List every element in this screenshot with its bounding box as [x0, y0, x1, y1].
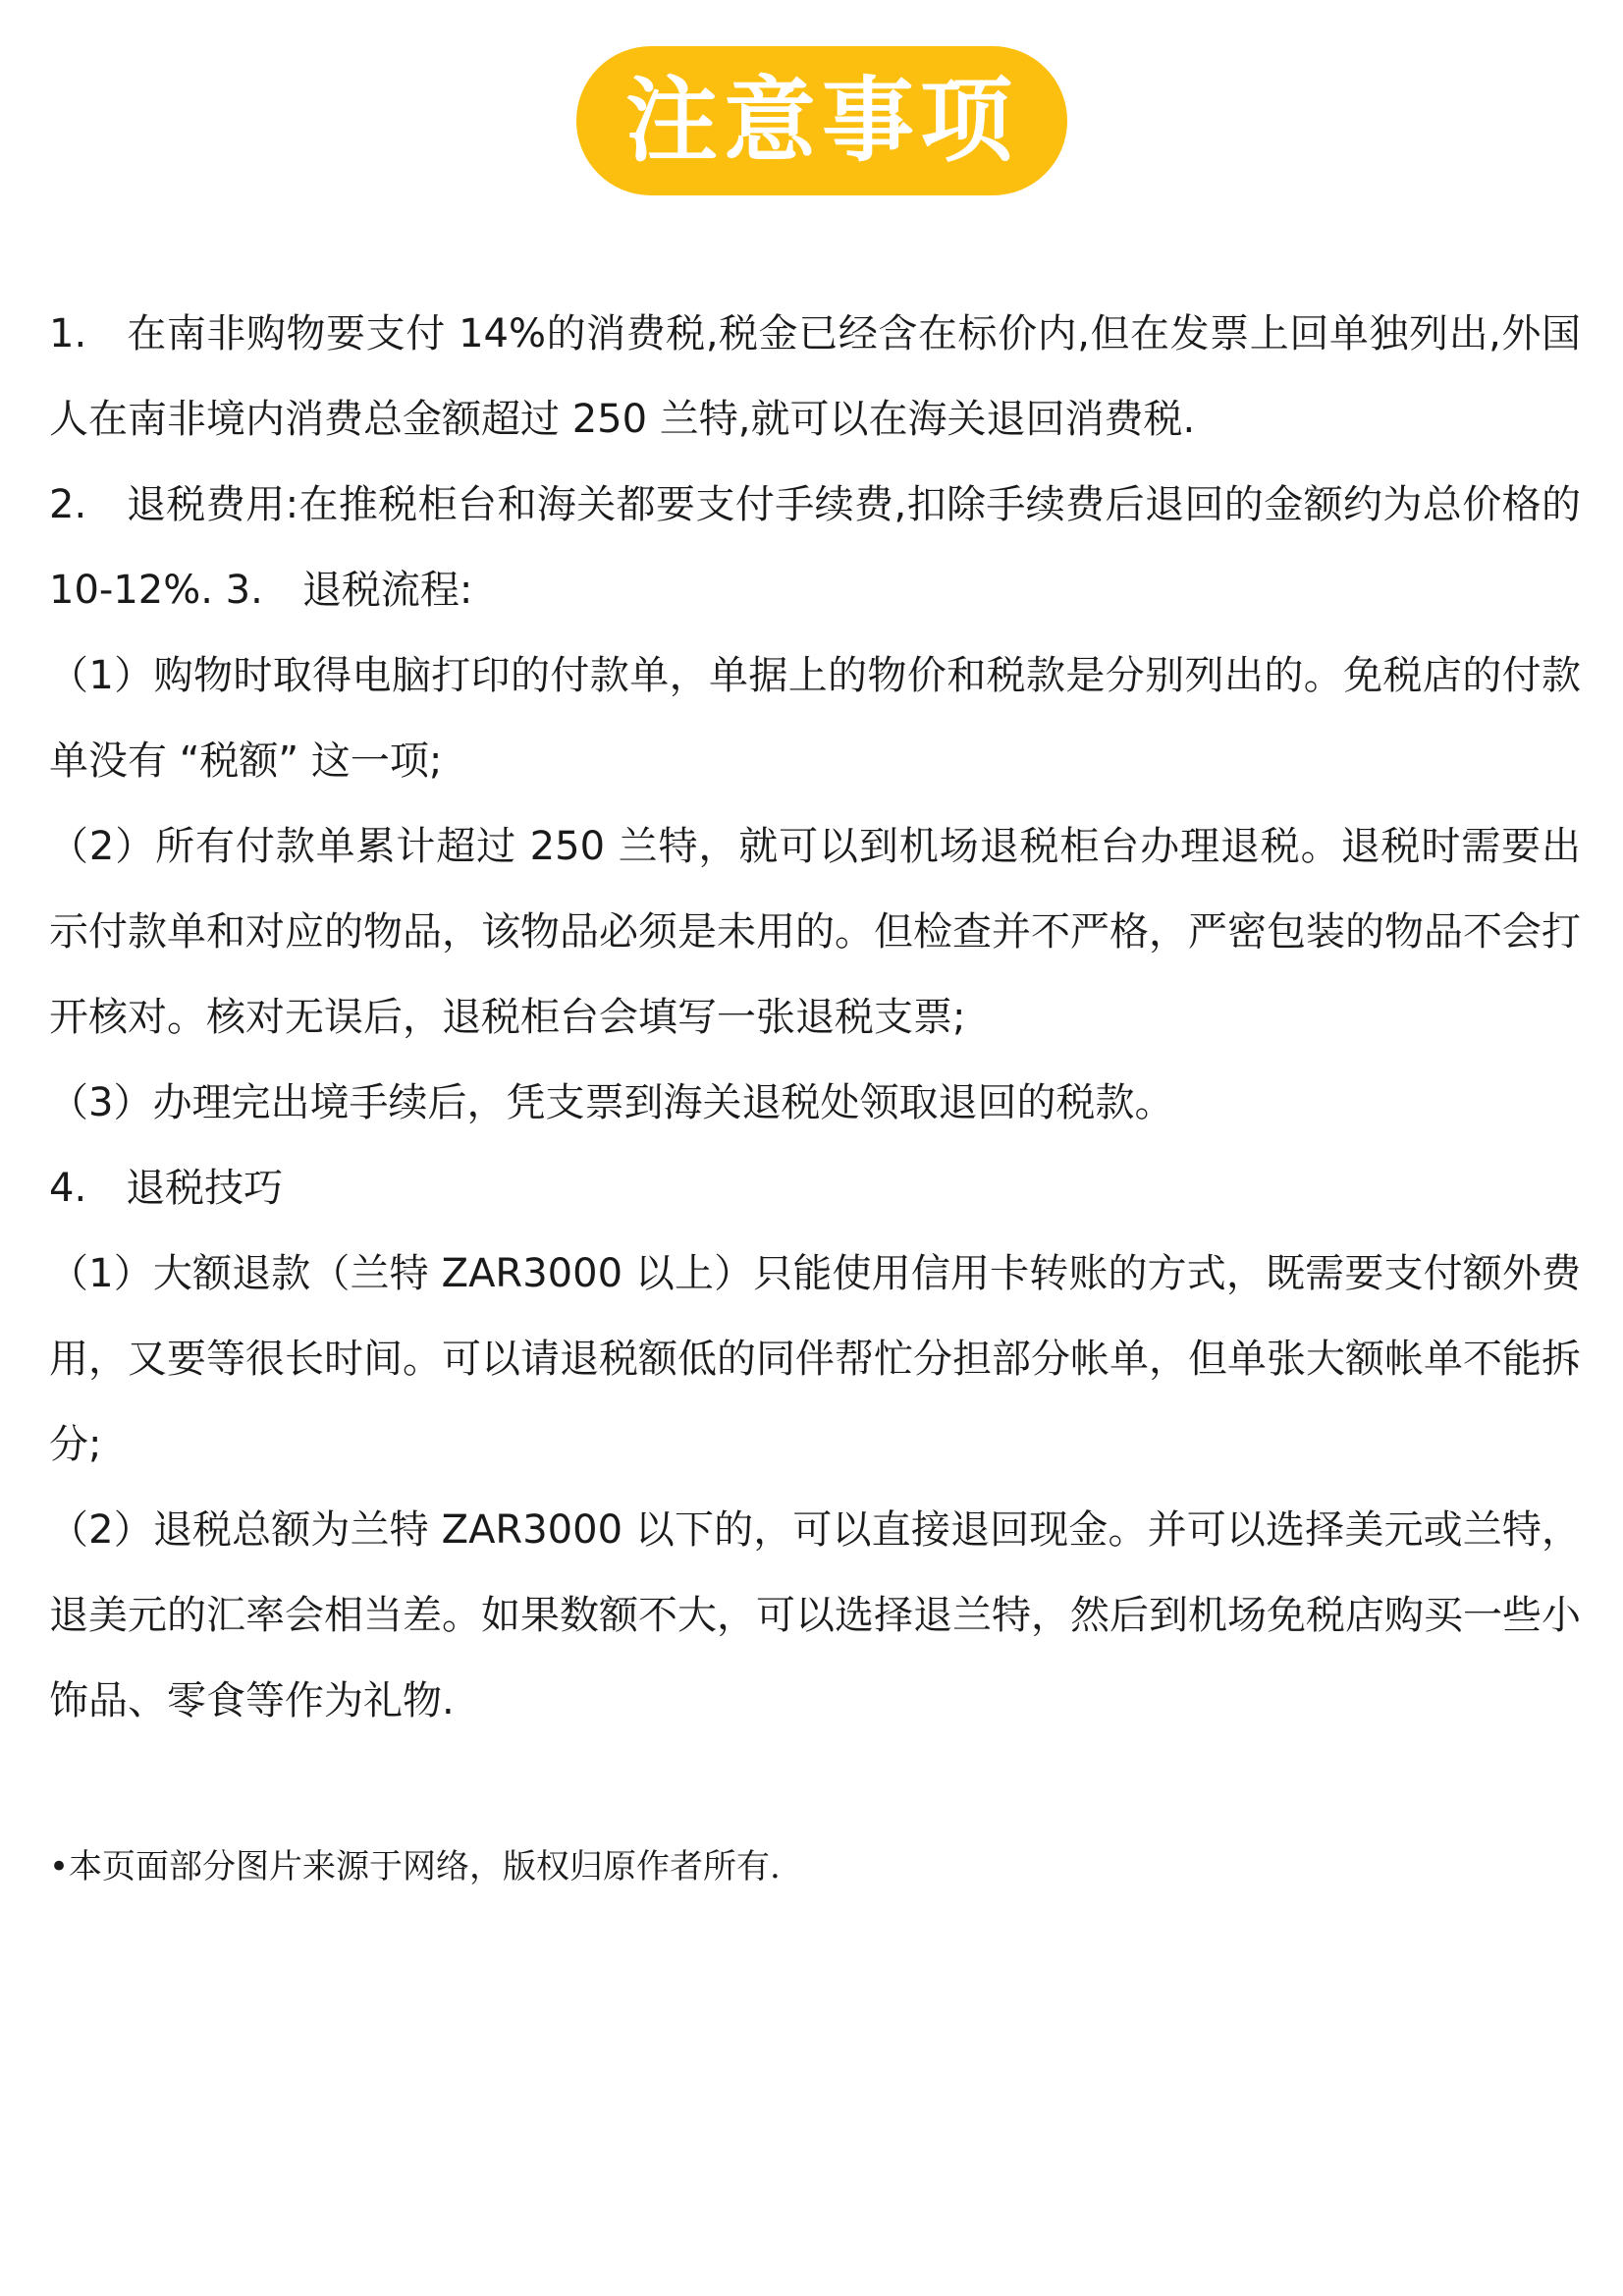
paragraph-process-step-1: （1）购物时取得电脑打印的付款单，单据上的物价和税款是分别列出的。免税店的付款单没有 “税额” 这一项; — [49, 653, 1581, 784]
paragraph-process-step-3: （3）办理完出境手续后，凭支票到海关退税处领取退回的税款。 — [49, 1080, 1174, 1125]
notes-body — [49, 292, 1581, 1744]
paragraph-refund-fees: 2. 退税费用:在推税柜台和海关都要支付手续费,扣除手续费后退回的金额约为总价格的 10-12%. 3. 退税流程: — [49, 482, 1581, 613]
paragraph-tip-2: （2）退税总额为兰特 ZAR3000 以下的，可以直接退回现金。并可以选择美元或兰特，退美元的汇率会相当差。如果数额不大，可以选择退兰特，然后到机场免税店购买一些小饰品、零食等作为礼物. — [49, 1507, 1581, 1723]
paragraph-tip-1: （1）大额退款（兰特 ZAR3000 以上）只能使用信用卡转账的方式，既需要支付额外费用，又要等很长时间。可以请退税额低的同伴帮忙分担部分帐单，但单张大额帐单不能拆分; — [49, 1251, 1581, 1467]
copyright-footnote: •本页面部分图片来源于网络，版权归原作者所有. — [49, 1847, 781, 1886]
page-title: 注意事项 — [624, 67, 1018, 175]
paragraph-process-step-2: （2）所有付款单累计超过 250 兰特，就可以到机场退税柜台办理退税。退税时需要出示付款单和对应的物品，该物品必须是未用的。但检查并不严格，严密包装的物品不会打开核对。核对无误后，退税柜台会填写一张退税支票; — [49, 824, 1581, 1040]
title-banner — [576, 46, 1067, 195]
paragraph-tips-heading: 4. 退税技巧 — [49, 1166, 284, 1211]
paragraph-consumption-tax: 1. 在南非购物要支付 14%的消费税,税金已经含在标价内,但在发票上回单独列出,外国人在南非境内消费总金额超过 250 兰特,就可以在海关退回消费税. — [49, 311, 1581, 442]
